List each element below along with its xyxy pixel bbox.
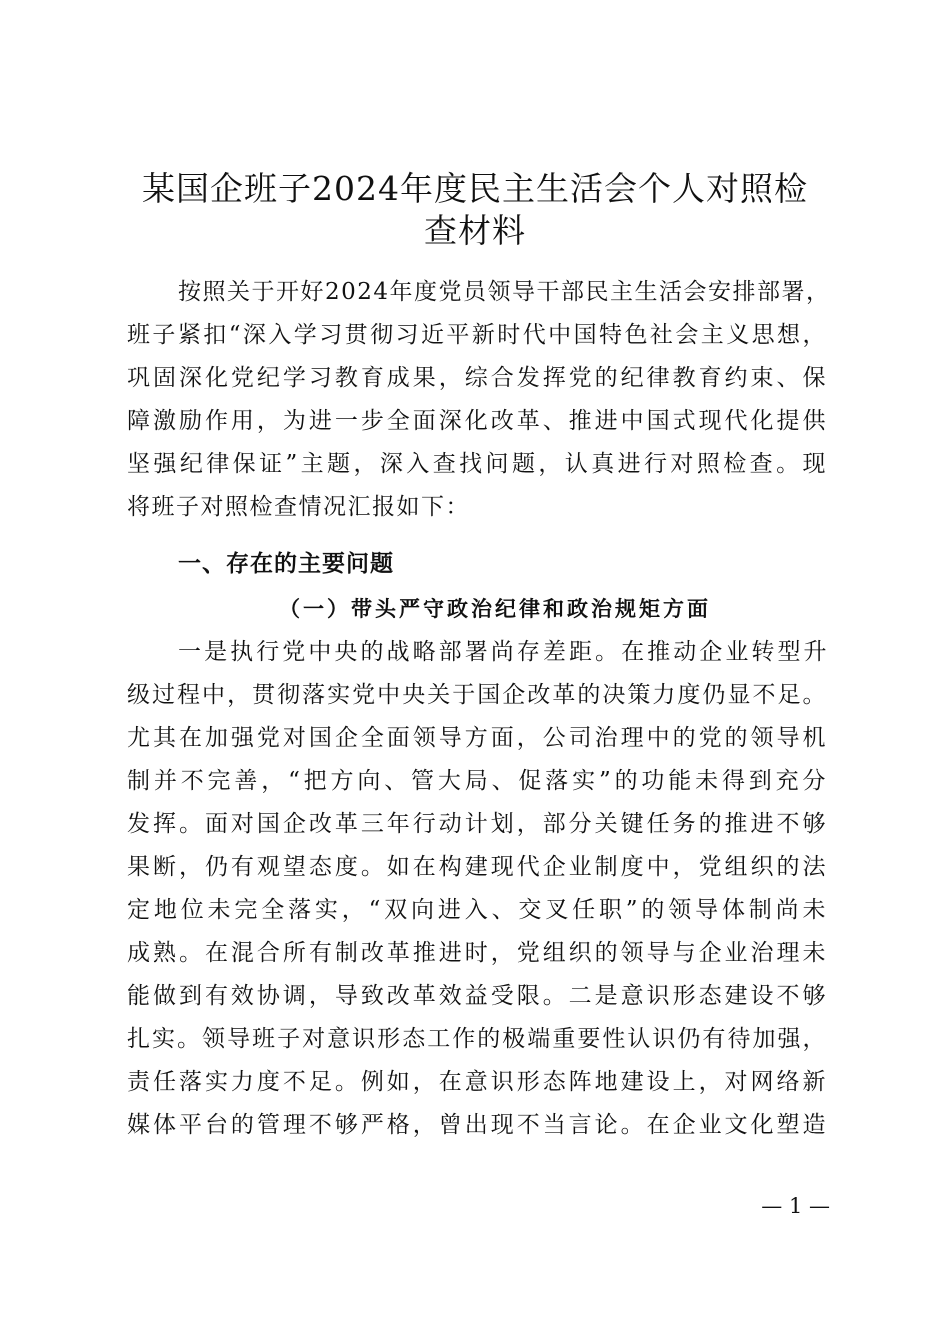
body-line: 级过程中，贯彻落实党中央关于国企改革的决策力度仍显不足。 xyxy=(127,682,827,708)
intro-line: 坚强纪律保证”主题，深入查找问题，认真进行对照检查。现 xyxy=(127,451,827,477)
subsection-heading: （一）带头严守政治纪律和政治规矩方面 xyxy=(279,596,711,621)
body-line: 扎实。领导班子对意识形态工作的极端重要性认识仍有待加强， xyxy=(127,1026,827,1052)
intro-line: 障激励作用，为进一步全面深化改革、推进中国式现代化提供 xyxy=(127,408,827,434)
body-line: 尤其在加强党对国企全面领导方面，公司治理中的党的领导机 xyxy=(127,725,827,751)
body-line: 媒体平台的管理不够严格，曾出现不当言论。在企业文化塑造 xyxy=(127,1112,827,1138)
intro-line: 将班子对照检查情况汇报如下： xyxy=(127,494,470,520)
body-line: 制并不完善，“把方向、管大局、促落实”的功能未得到充分 xyxy=(127,768,827,794)
section-heading: 一、存在的主要问题 xyxy=(178,551,394,577)
intro-line: 巩固深化党纪学习教育成果，综合发挥党的纪律教育约束、保 xyxy=(127,365,827,391)
body-line: 成熟。在混合所有制改革推进时，党组织的领导与企业治理未 xyxy=(127,940,827,966)
body-line: 定地位未完全落实，“双向进入、交叉任职”的领导体制尚未 xyxy=(127,897,827,923)
body-line: 能做到有效协调，导致改革效益受限。二是意识形态建设不够 xyxy=(127,983,827,1009)
body-line: 果断，仍有观望态度。如在构建现代企业制度中，党组织的法 xyxy=(127,854,827,880)
body-line: 发挥。面对国企改革三年行动计划，部分关键任务的推进不够 xyxy=(127,811,827,837)
page-number: — 1 — xyxy=(761,1194,830,1218)
intro-line: 按照关于开好2024年度党员领导干部民主生活会安排部署， xyxy=(178,279,831,305)
title-line-1: 某国企班子2024年度民主生活会个人对照检 xyxy=(142,169,808,208)
title-line-2: 查材料 xyxy=(424,211,526,250)
body-line: 责任落实力度不足。例如，在意识形态阵地建设上，对网络新 xyxy=(127,1069,827,1095)
document-title xyxy=(120,168,830,252)
body-line: 一是执行党中央的战略部署尚存差距。在推动企业转型升 xyxy=(178,639,828,665)
intro-line: 班子紧扣“深入学习贯彻习近平新时代中国特色社会主义思想， xyxy=(127,322,827,348)
